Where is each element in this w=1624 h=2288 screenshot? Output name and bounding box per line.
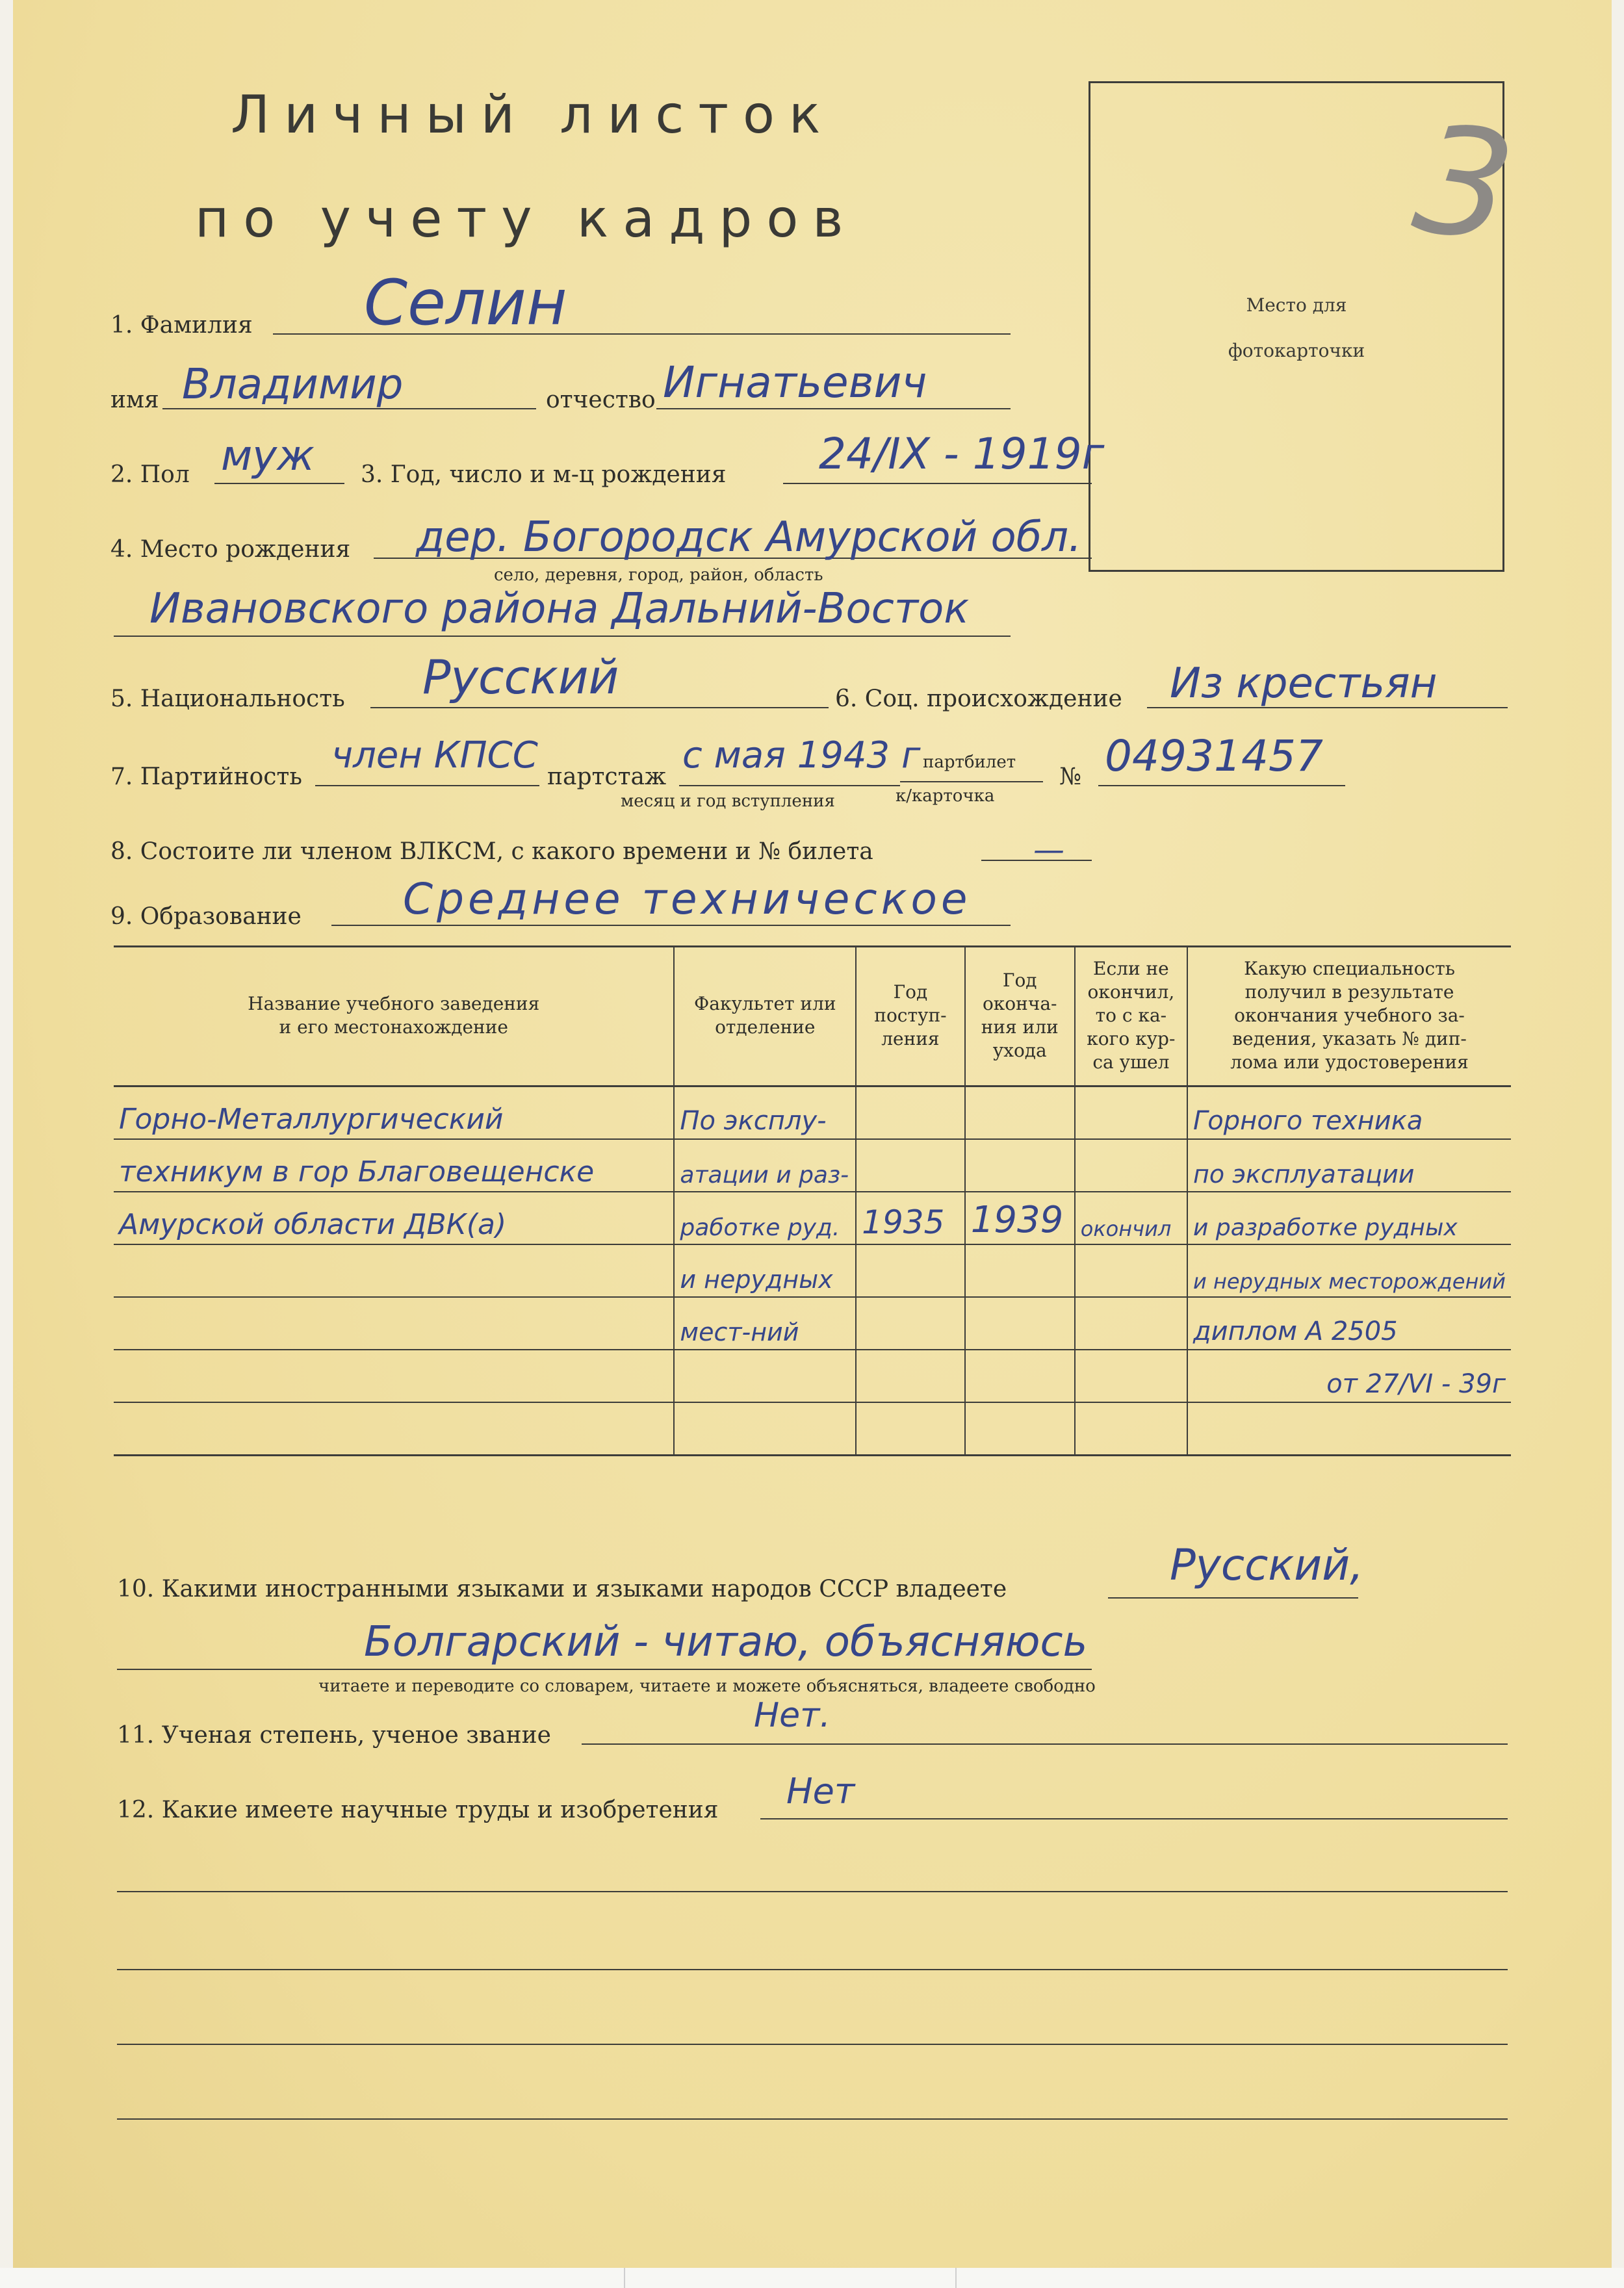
table-cell — [965, 1192, 1075, 1244]
sex-value: муж — [221, 432, 315, 480]
table-cell — [1075, 1350, 1187, 1402]
birth-value: 24/IX - 1919г — [819, 429, 1105, 479]
table-row — [114, 1192, 1511, 1244]
works-label: 12. Какие имеете научные труды и изобретения — [117, 1797, 719, 1823]
scan-strip — [0, 2268, 1624, 2288]
scan-tick — [955, 2268, 957, 2288]
status-value: окончил — [1080, 1216, 1172, 1241]
faculty-line-4: и нерудных — [680, 1265, 833, 1294]
nationality-label: 5. Национальность — [110, 686, 345, 712]
table-cell — [1075, 1139, 1187, 1192]
surname-value: Селин — [364, 266, 567, 339]
table-cell — [1187, 1244, 1511, 1297]
works-line — [760, 1818, 1508, 1819]
table-row — [114, 1244, 1511, 1297]
party-card-no-value: 04931457 — [1105, 731, 1323, 781]
table-cell — [1187, 1402, 1511, 1456]
photo-label-1: Место для — [1246, 294, 1347, 316]
party-label: 7. Партийность — [110, 764, 302, 790]
party-line — [315, 785, 539, 786]
scan-tick — [624, 2268, 625, 2288]
table-cell — [114, 1086, 674, 1140]
name-label: имя — [110, 387, 159, 413]
specialty-line-1: Горного техника — [1193, 1106, 1423, 1136]
blank-line — [117, 2044, 1508, 2045]
party-card-no-label: № — [1059, 764, 1082, 790]
table-cell — [965, 1350, 1075, 1402]
col-header-year-end-text: Год оконча- ния или ухода — [981, 969, 1059, 1061]
birthplace-value-2: Ивановского района Дальний-Восток — [149, 585, 969, 633]
table-cell — [114, 1139, 674, 1192]
table-row — [114, 1297, 1511, 1350]
table-cell — [674, 1244, 856, 1297]
table-cell — [965, 1139, 1075, 1192]
institution-line-1: Горно-Металлургический — [119, 1103, 504, 1136]
degree-line — [582, 1743, 1508, 1745]
party-since-value: с мая 1943 г — [682, 734, 921, 777]
table-cell — [674, 1297, 856, 1350]
faculty-line-2: атации и раз- — [680, 1162, 849, 1189]
nationality-value: Русский — [422, 650, 619, 704]
table-cell — [674, 1086, 856, 1140]
col-header-institution — [114, 945, 674, 1086]
languages-label: 10. Какими иностранными языками и языками народов СССР владеете — [117, 1576, 1007, 1602]
surname-label: 1. Фамилия — [110, 312, 253, 339]
languages-value: Русский, — [1170, 1540, 1364, 1590]
degree-label: 11. Ученая степень, ученое звание — [117, 1722, 551, 1749]
table-cell — [114, 1402, 674, 1456]
birth-label: 3. Год, число и м-ц рождения — [361, 461, 727, 488]
party-value: член КПСС — [331, 734, 538, 777]
sex-line — [214, 483, 344, 484]
birthplace-hint: село, деревня, город, район, область — [494, 565, 823, 585]
education-label: 9. Образование — [110, 903, 302, 930]
col-header-specialty — [1187, 945, 1511, 1086]
blank-line — [117, 1969, 1508, 1970]
specialty-line-5: диплом А 2505 — [1193, 1317, 1398, 1346]
table-cell — [856, 1086, 965, 1140]
title-line-2: по учету кадров — [195, 188, 858, 249]
year-end-value: 1939 — [970, 1199, 1064, 1241]
table-row — [114, 1402, 1511, 1456]
birthplace-label: 4. Место рождения — [110, 536, 351, 563]
languages-line-2 — [117, 1669, 1092, 1670]
table-header-row — [114, 945, 1511, 1086]
col-header-faculty — [674, 945, 856, 1086]
education-value: Среднее техническое — [403, 874, 972, 924]
origin-value: Из крестьян — [1170, 660, 1437, 708]
party-card-label-bottom: к/карточка — [896, 786, 995, 806]
year-start-value: 1935 — [862, 1203, 945, 1241]
table-cell — [965, 1297, 1075, 1350]
blank-line — [117, 1891, 1508, 1892]
name-value: Владимир — [182, 361, 404, 409]
table-row — [114, 1139, 1511, 1192]
col-header-dropout-text: Если не окончил, то с ка- кого кур- са ушел — [1087, 957, 1176, 1073]
table-cell — [1187, 1297, 1511, 1350]
col-header-dropout — [1075, 945, 1187, 1086]
sex-label: 2. Пол — [110, 461, 190, 488]
party-since-label: партстаж — [547, 764, 667, 790]
institution-line-2: техникум в гор Благовещенске — [119, 1155, 595, 1189]
title-line-1: Личный листок — [231, 84, 835, 145]
table-cell — [114, 1297, 674, 1350]
birthplace-value: дер. Богородск Амурской обл. — [416, 513, 1082, 561]
table-cell — [114, 1244, 674, 1297]
table-cell — [1187, 1350, 1511, 1402]
party-card-divider — [900, 781, 1043, 782]
komsomol-label: 8. Состоите ли членом ВЛКСМ, с какого времени и № билета — [110, 838, 873, 865]
table-cell — [965, 1244, 1075, 1297]
party-since-hint: месяц и год вступления — [621, 791, 835, 811]
works-value: Нет — [786, 1771, 855, 1812]
table-cell — [114, 1350, 674, 1402]
pencil-page-number: 3 — [1405, 92, 1524, 277]
faculty-line-1: По эксплу- — [680, 1106, 827, 1136]
table-cell — [1075, 1297, 1187, 1350]
specialty-line-6: от 27/VI - 39г — [1326, 1369, 1506, 1399]
col-header-faculty-text: Факультет или отделение — [694, 992, 836, 1038]
table-cell — [674, 1402, 856, 1456]
specialty-line-3: и разработке рудных — [1193, 1215, 1458, 1241]
institution-line-3: Амурской области ДВК(а) — [119, 1208, 507, 1241]
table-cell — [114, 1192, 674, 1244]
col-header-year-end — [965, 945, 1075, 1086]
table-cell — [1187, 1139, 1511, 1192]
specialty-line-4: и нерудных месторождений — [1193, 1269, 1506, 1294]
table-cell — [965, 1086, 1075, 1140]
table-cell — [1075, 1402, 1187, 1456]
party-since-line — [679, 785, 900, 786]
education-line — [331, 925, 1011, 926]
table-cell — [856, 1350, 965, 1402]
birth-line — [783, 483, 1092, 484]
table-cell — [1187, 1192, 1511, 1244]
birthplace-line-2 — [114, 636, 1011, 637]
photo-label-2: фотокарточки — [1228, 340, 1365, 361]
table-cell — [856, 1297, 965, 1350]
table-cell — [856, 1192, 965, 1244]
col-header-specialty-text: Какую специальность получил в результате окончания учебного за- ведения, указать № дип- лома или удостоверения — [1230, 957, 1469, 1073]
specialty-line-2: по эксплуатации — [1193, 1160, 1415, 1189]
education-table — [114, 945, 1511, 1456]
col-header-institution-text: Название учебного заведения и его местонахождение — [248, 992, 540, 1038]
patronymic-value: Игнатьевич — [663, 357, 927, 407]
table-cell — [674, 1192, 856, 1244]
table-cell — [1075, 1086, 1187, 1140]
faculty-line-5: мест-ний — [680, 1318, 799, 1346]
table-cell — [674, 1350, 856, 1402]
blank-line — [117, 2118, 1508, 2120]
patronymic-line — [656, 408, 1011, 409]
nationality-line — [370, 707, 829, 708]
table-cell — [1075, 1244, 1187, 1297]
table-cell — [856, 1402, 965, 1456]
languages-line — [1108, 1597, 1358, 1599]
languages-value-2: Болгарский - читаю, объясняюсь — [364, 1618, 1088, 1666]
table-cell — [856, 1139, 965, 1192]
faculty-line-3: работке руд. — [680, 1215, 840, 1241]
party-card-label-top: партбилет — [923, 752, 1016, 772]
origin-label: 6. Соц. происхождение — [835, 686, 1122, 712]
komsomol-value: — — [1033, 832, 1064, 868]
table-cell — [856, 1244, 965, 1297]
table-row — [114, 1086, 1511, 1140]
party-card-no-line — [1098, 785, 1345, 786]
table-row — [114, 1350, 1511, 1402]
languages-hint: читаете и переводите со словарем, читаете и можете объясняться, владеете свободно — [318, 1677, 1096, 1696]
degree-value: Нет. — [754, 1696, 831, 1735]
col-header-year-start — [856, 945, 965, 1086]
table-cell — [674, 1139, 856, 1192]
table-cell — [1075, 1192, 1187, 1244]
patronymic-label: отчество — [546, 387, 656, 413]
table-cell — [1187, 1086, 1511, 1140]
col-header-year-start-text: Год поступ- ления — [874, 981, 947, 1049]
table-cell — [965, 1402, 1075, 1456]
